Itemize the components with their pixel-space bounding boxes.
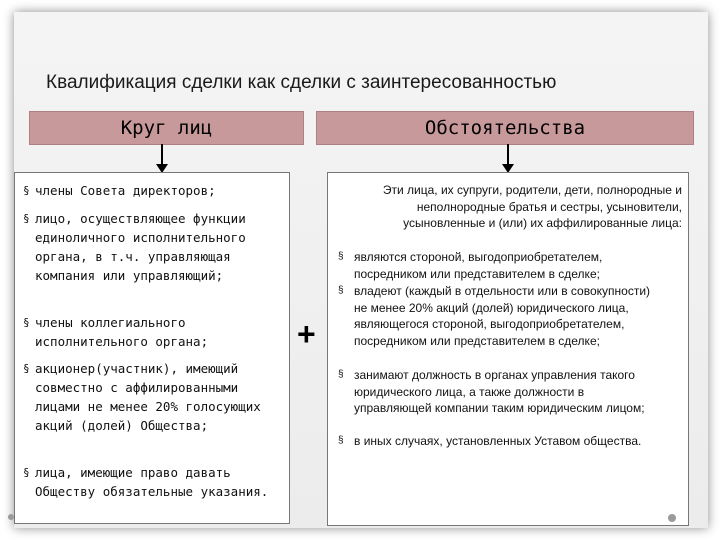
- list-item: § владеют (каждый в отдельности или в совокупности) не менее 20% акций (долей) юридического лица, являющегося стороной, выгодоприобретателем, посредником или представителем в сделке;: [338, 284, 651, 348]
- list-item: § занимают должность в органах управления такого юридического лица, а также должности в управляющей компании таким юридическим лицом;: [338, 368, 645, 415]
- list-item: § в иных случаях, установленных Уставом общества.: [338, 434, 642, 448]
- list-item: § члены коллегиального исполнительного органа;: [23, 315, 209, 349]
- circumstances-box: [327, 172, 689, 526]
- arrow-down-right: [507, 144, 509, 171]
- bullet-icon: §: [23, 184, 30, 197]
- bullet-icon: §: [338, 285, 344, 296]
- corner-dot-icon: [668, 514, 676, 522]
- list-item: § акционер(участник), имеющий совместно с аффилированными лицами не менее 20% голосующих акций (долей) Общества;: [23, 361, 261, 433]
- list-item: § лицо, осуществляющее функции единоличного исполнительного органа, в т.ч. управляющая компания или управляющий;: [23, 211, 246, 283]
- bullet-icon: §: [338, 435, 344, 446]
- header-persons: Круг лиц: [29, 111, 304, 145]
- arrow-down-left: [161, 144, 163, 171]
- bullet-icon: §: [23, 362, 30, 375]
- bullet-icon: §: [338, 369, 344, 380]
- bullet-icon: §: [23, 212, 30, 225]
- bullet-icon: §: [23, 316, 30, 329]
- list-item: § являются стороной, выгодоприобретателем, посредником или представителем в сделке;: [338, 250, 603, 281]
- slide-title: Квалификация сделки как сделки с заинтересованностью: [46, 72, 557, 93]
- persons-box: [14, 172, 290, 524]
- plus-icon: +: [297, 316, 316, 352]
- bullet-icon: §: [338, 251, 344, 262]
- corner-dot-icon: [8, 514, 14, 520]
- list-item: § лица, имеющие право давать Обществу обязательные указания.: [23, 465, 269, 499]
- circumstances-intro: Эти лица, их супруги, родители, дети, полнородные и неполнородные братья и сестры, усыновители, усыновленные и (или) их аффилированные лица:: [382, 183, 682, 230]
- header-circumstances: Обстоятельства: [316, 111, 694, 145]
- bullet-icon: §: [23, 466, 30, 479]
- list-item: § члены Совета директоров;: [23, 183, 216, 198]
